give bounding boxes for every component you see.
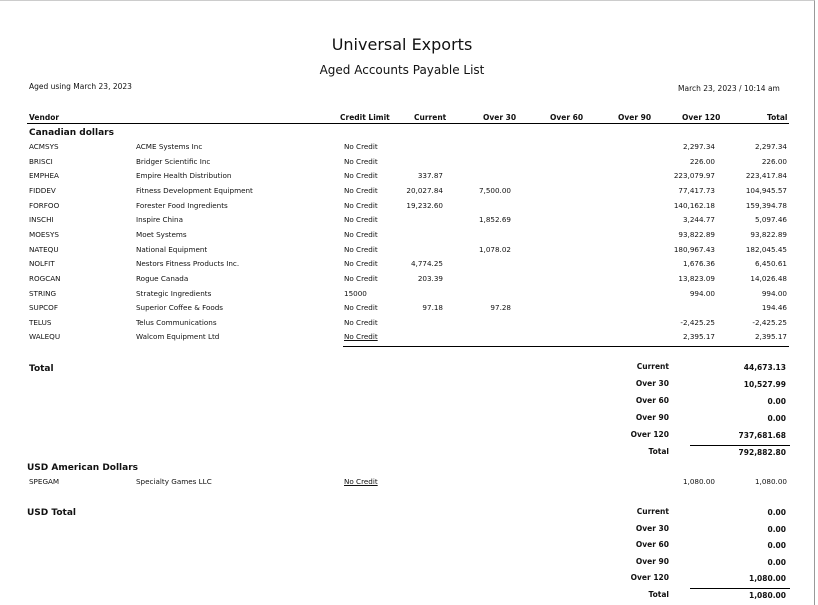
summary-value: 0.00 xyxy=(767,414,786,423)
cell-code: SUPCOF xyxy=(29,303,58,313)
table-row xyxy=(0,318,818,332)
col-header-over-90: Over 90 xyxy=(618,113,652,122)
cell-name: National Equipment xyxy=(136,244,208,254)
cell-tot: 226.00 xyxy=(761,156,787,166)
cell-code: MOESYS xyxy=(29,229,59,239)
cell-tot: -2,425.25 xyxy=(752,317,787,327)
cell-tot: 159,394.78 xyxy=(745,200,787,210)
table-row xyxy=(0,201,818,215)
cell-name: Strategic Ingredients xyxy=(136,288,212,298)
summary-value: 0.00 xyxy=(767,508,786,517)
section-title-cad: Canadian dollars xyxy=(29,128,114,138)
cell-name: Walcom Equipment Ltd xyxy=(136,332,220,342)
cell-o120: 13,823.09 xyxy=(678,273,715,283)
cell-tot: 2,395.17 xyxy=(754,332,787,342)
cell-code: FORFOO xyxy=(29,200,60,210)
table-row xyxy=(0,245,818,259)
col-header-over-120: Over 120 xyxy=(682,113,721,122)
cell-name: Fitness Development Equipment xyxy=(136,185,253,195)
col-header-credit-limit: Credit Limit xyxy=(340,113,390,122)
cell-name: Bridger Scientific Inc xyxy=(136,156,211,166)
cell-tot: 93,822.89 xyxy=(750,229,787,239)
summary-value: 0.00 xyxy=(767,397,786,406)
summary-rule xyxy=(690,445,790,446)
summary-label: Over 90 xyxy=(635,413,669,422)
cell-cur: 4,774.25 xyxy=(410,259,443,269)
aged-using-date: Aged using March 23, 2023 xyxy=(29,82,132,91)
report-title: Aged Accounts Payable List xyxy=(319,63,485,77)
cell-cl: No Credit xyxy=(344,200,378,210)
section-title-usd: USD American Dollars xyxy=(27,463,139,473)
cell-o120: 226.00 xyxy=(689,156,715,166)
header-rule xyxy=(27,123,789,124)
table-row xyxy=(0,259,818,273)
table-row xyxy=(0,157,818,171)
cell-name: Specialty Games LLC xyxy=(136,477,212,486)
summary-value: 0.00 xyxy=(767,541,786,551)
summary-label: Over 30 xyxy=(635,379,669,388)
cell-tot: 14,026.48 xyxy=(750,273,787,283)
cell-name: Nestors Fitness Products Inc. xyxy=(136,259,240,269)
cell-cl: No Credit xyxy=(344,185,378,195)
summary-label: Over 90 xyxy=(635,556,669,566)
cell-code: EMPHEA xyxy=(29,171,59,181)
table-row xyxy=(0,274,818,288)
summary-label: Over 120 xyxy=(630,430,669,439)
table-row xyxy=(0,303,818,317)
cell-tot: 1,080.00 xyxy=(754,477,787,486)
cell-cur: 203.39 xyxy=(417,273,443,283)
summary-label: Over 60 xyxy=(635,396,669,405)
cell-code: TELUS xyxy=(29,317,52,327)
cell-cl: No Credit xyxy=(344,477,378,486)
cell-o120: 93,822.89 xyxy=(678,229,715,239)
summary-value: 1,080.00 xyxy=(748,591,786,600)
cell-name: Moet Systems xyxy=(136,229,187,239)
summary-label: Over 30 xyxy=(635,523,669,533)
col-header-over-60: Over 60 xyxy=(550,113,584,122)
table-row xyxy=(0,477,818,491)
cell-tot: 182,045.45 xyxy=(745,244,787,254)
summary-value: 1,080.00 xyxy=(748,574,786,584)
cell-tot: 5,097.46 xyxy=(754,215,787,225)
summary-value: 0.00 xyxy=(767,524,786,534)
cell-code: NOLFIT xyxy=(29,259,55,269)
company-title: Universal Exports xyxy=(331,35,473,54)
summary-value: 0.00 xyxy=(767,557,786,567)
cell-cl: No Credit xyxy=(344,229,378,239)
cell-code: ROGCAN xyxy=(29,273,61,283)
cell-cl: No Credit xyxy=(344,156,378,166)
table-row xyxy=(0,230,818,244)
cell-o30: 1,078.02 xyxy=(478,244,511,254)
cell-name: ACME Systems Inc xyxy=(136,142,203,151)
cell-cl: No Credit xyxy=(344,332,378,342)
table-row xyxy=(0,142,818,156)
cell-cl: No Credit xyxy=(344,171,378,181)
cell-o120: 223,079.97 xyxy=(673,171,715,181)
summary-label: Over 60 xyxy=(635,540,669,550)
summary-value: 792,882.80 xyxy=(738,448,786,457)
cell-code: BRISCI xyxy=(29,156,53,166)
cell-cur: 20,027.84 xyxy=(406,185,443,195)
col-header-total: Total xyxy=(767,113,788,122)
cell-name: Rogue Canada xyxy=(136,273,189,283)
cell-o120: 180,967.43 xyxy=(673,244,715,254)
cell-code: WALEQU xyxy=(29,332,61,342)
table-row xyxy=(0,171,818,185)
summary-value: 44,673.13 xyxy=(743,363,786,372)
cell-cl: 15000 xyxy=(344,288,367,298)
cell-cl: No Credit xyxy=(344,259,378,269)
cell-code: SPEGAM xyxy=(29,477,60,486)
cell-code: INSCHI xyxy=(29,215,54,225)
cell-tot: 104,945.57 xyxy=(745,185,787,195)
cell-o30: 97.28 xyxy=(490,303,511,313)
report-timestamp: March 23, 2023 / 10:14 am xyxy=(678,84,780,93)
table-row xyxy=(0,289,818,303)
cell-o120: 3,244.77 xyxy=(682,215,715,225)
summary-rule xyxy=(690,588,790,589)
cell-tot: 994.00 xyxy=(761,288,787,298)
cell-tot: 2,297.34 xyxy=(754,142,787,151)
cell-cl: No Credit xyxy=(344,142,378,151)
cell-code: STRING xyxy=(29,288,57,298)
cell-cur: 19,232.60 xyxy=(406,200,443,210)
cell-o120: 2,395.17 xyxy=(682,332,715,342)
cell-name: Telus Communications xyxy=(136,317,217,327)
col-header-over-30: Over 30 xyxy=(483,113,517,122)
cell-o120: 1,676.36 xyxy=(682,259,715,269)
cell-code: FIDDEV xyxy=(29,185,56,195)
summary-label: Current xyxy=(636,362,669,371)
summary-label: Current xyxy=(636,507,669,516)
cell-o120: 1,080.00 xyxy=(682,477,715,486)
cell-code: NATEQU xyxy=(29,244,59,254)
summary-label: Over 120 xyxy=(630,573,669,583)
cell-tot: 6,450.61 xyxy=(754,259,787,269)
cell-cl: No Credit xyxy=(344,215,378,225)
summary-value: 10,527.99 xyxy=(743,380,786,389)
cell-o120: 2,297.34 xyxy=(682,142,715,151)
cell-o30: 1,852.69 xyxy=(478,215,511,225)
cad-total-label: Total xyxy=(29,364,54,374)
usd-total-label: USD Total xyxy=(27,508,76,518)
cell-code: ACMSYS xyxy=(29,142,59,151)
cad-subtotal-rule xyxy=(343,346,789,347)
cell-name: Superior Coffee & Foods xyxy=(136,303,224,313)
table-row xyxy=(0,332,818,346)
cell-cur: 337.87 xyxy=(417,171,443,181)
cell-name: Forester Food Ingredients xyxy=(136,200,228,210)
cell-cl: No Credit xyxy=(344,317,378,327)
cell-o120: -2,425.25 xyxy=(680,317,715,327)
summary-label: Total xyxy=(648,447,669,456)
cell-name: Inspire China xyxy=(136,215,184,225)
cell-tot: 194.46 xyxy=(761,303,787,313)
cell-o120: 140,162.18 xyxy=(673,200,715,210)
table-row xyxy=(0,186,818,200)
cell-cl: No Credit xyxy=(344,303,378,313)
cell-cur: 97.18 xyxy=(422,303,443,313)
cell-o120: 994.00 xyxy=(689,288,715,298)
cell-o120: 77,417.73 xyxy=(678,185,715,195)
col-header-vendor: Vendor xyxy=(29,113,60,122)
cell-cl: No Credit xyxy=(344,244,378,254)
summary-label: Total xyxy=(648,590,669,599)
cell-name: Empire Health Distribution xyxy=(136,171,232,181)
summary-value: 737,681.68 xyxy=(738,431,786,440)
cell-tot: 223,417.84 xyxy=(745,171,787,181)
cell-cl: No Credit xyxy=(344,273,378,283)
table-row xyxy=(0,215,818,229)
col-header-current: Current xyxy=(414,113,447,122)
cell-o30: 7,500.00 xyxy=(478,185,511,195)
